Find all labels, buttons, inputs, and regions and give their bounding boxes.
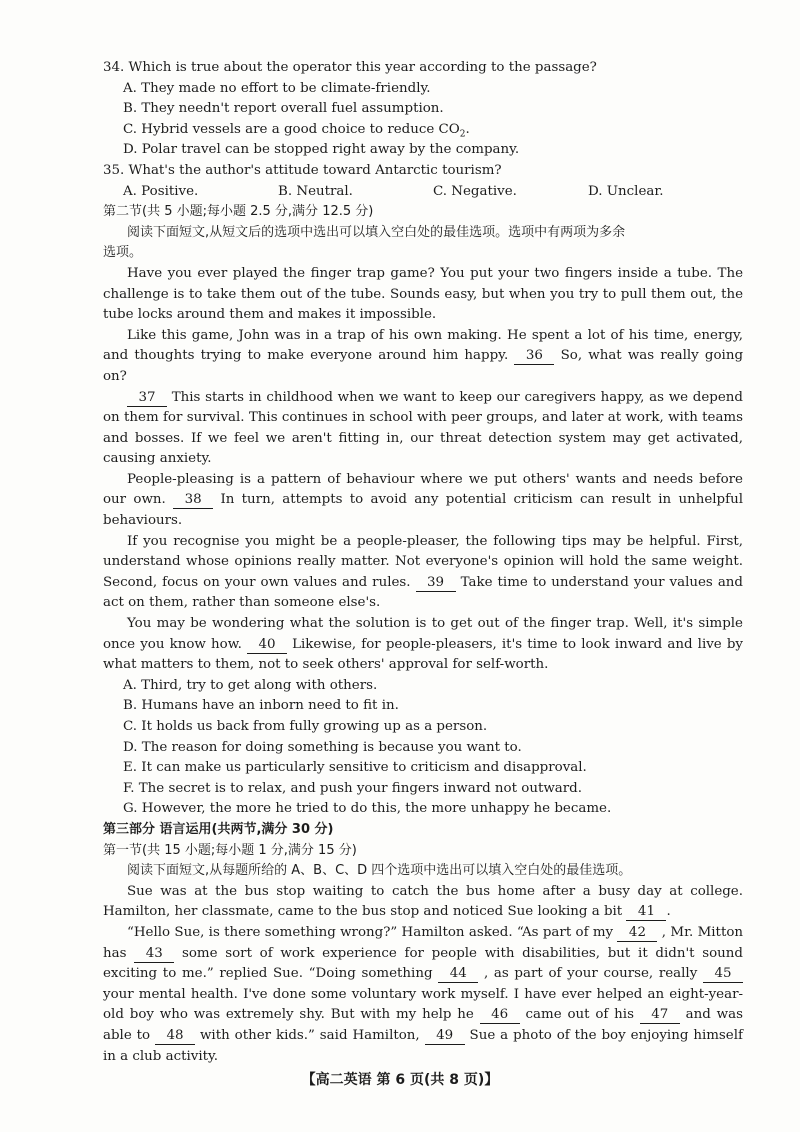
section2-option-b: B. Humans have an inborn need to fit in.	[123, 698, 399, 714]
cloze-s2h: with other kids.” said Hamilton,	[199, 1027, 420, 1043]
blank-39: 39	[416, 575, 456, 592]
page-footer: 【高二英语 第 6 页(共 8 页)】	[301, 1072, 499, 1088]
cloze-s2e: your mental health. I've done some voluntary work myself. I have ever helped an eight-year-old boy who was extremely shy. But with my help he	[103, 986, 743, 1023]
q35-option-d: D. Unclear.	[588, 183, 664, 199]
question-35: 35. What's the author's attitude toward Antarctic tourism?	[103, 162, 502, 178]
blank-44: 44	[438, 966, 478, 983]
blank-38: 38	[173, 492, 213, 509]
page-content	[103, 58, 743, 1067]
section2-option-c: C. It holds us back from fully growing up as a person.	[123, 719, 488, 734]
q34-option-c	[103, 120, 743, 141]
section2-option-a: A. Third, try to get along with others.	[123, 677, 378, 693]
cloze-s1: Sue was at the bus stop waiting to catch the bus home after a busy day at college. Hamilton, her classmate, came to the bus stop and noticed Sue looking a bit	[103, 883, 743, 920]
p4-text-before: People-pleasing is a pattern of behaviour where we put others' wants and needs before our own.	[103, 471, 743, 508]
section2-option-d: D. The reason for doing something is because you want to.	[123, 739, 522, 755]
blank-46: 46	[480, 1007, 520, 1024]
q35-options	[103, 182, 743, 203]
cloze-s2b: , Mr. Mitton has	[103, 924, 744, 961]
blank-45: 45	[703, 966, 743, 983]
question-34: 34. Which is true about the operator this year according to the passage?	[103, 60, 597, 75]
blank-42: 42	[617, 925, 657, 942]
section2-heading: 第二节(共 5 小题;每小题 2.5 分,满分 12.5 分)	[103, 204, 374, 220]
blank-47: 47	[640, 1007, 680, 1024]
part3-heading: 第三部分 语言运用(共两节,满分 30 分)	[103, 821, 334, 837]
q34-option-b: B. They needn't report overall fuel assumption.	[123, 101, 444, 117]
section2-instruction-1: 阅读下面短文,从短文后的选项中选出可以填入空白处的最佳选项。选项中有两项为多余	[127, 224, 626, 240]
q34-option-c-text: C. Hybrid vessels are a good choice to reduce CO	[123, 121, 460, 137]
p2-text-before: Like this game, John was in a trap of his own making. He spent a lot of his time, energy, and thoughts trying to make everyone around him happy.	[103, 327, 743, 364]
cloze-s2i: Sue a photo of the boy enjoying himself in a club activity.	[103, 1027, 743, 1064]
blank-49: 49	[425, 1028, 465, 1045]
blank-37: 37	[127, 390, 167, 407]
passage-paragraph-4	[103, 470, 743, 532]
blank-40: 40	[247, 637, 287, 654]
passage-paragraph-6	[103, 614, 743, 676]
q34-option-a: A. They made no effort to be climate-friendly.	[123, 80, 431, 96]
passage-paragraph-3	[103, 388, 743, 470]
cloze-paragraph-1	[103, 882, 743, 923]
p2-text-after: So, what was really going on?	[103, 348, 744, 384]
section2-option-e: E. It can make us particularly sensitive to criticism and disapproval.	[123, 760, 587, 776]
cloze-s2d: , as part of your course, really	[483, 966, 698, 982]
blank-48: 48	[155, 1028, 195, 1045]
p3-text: This starts in childhood when we want to keep our caregivers happy, as we depend on them for survival. This continues in school with peer groups, and later at work, with teams and bosses. If we feel we aren't fitting in, our threat detection system may get activated, causing anxiety.	[103, 389, 743, 467]
cloze-s2f: came out of his	[525, 1007, 634, 1023]
cloze-s2g: and was able to	[103, 1007, 743, 1043]
cloze-paragraph-2	[103, 923, 743, 1067]
section2-option-f: F. The secret is to relax, and push your fingers inward not outward.	[123, 780, 583, 796]
cloze-s1-end: .	[666, 904, 671, 920]
p6-text-before: You may be wondering what the solution is to get out of the finger trap. Well, it's simple once you know how.	[103, 616, 743, 652]
part3-sub-heading: 第一节(共 15 小题;每小题 1 分,满分 15 分)	[103, 842, 357, 858]
cloze-s2c: some sort of work experience for people with disabilities, but it didn't sound exciting to me.” replied Sue. “Doing something	[103, 945, 744, 982]
q34-option-c-period: .	[465, 121, 470, 137]
q35-option-c: C. Negative.	[433, 183, 517, 199]
q35-option-b: B. Neutral.	[278, 183, 353, 199]
blank-41: 41	[626, 904, 666, 921]
passage-paragraph-5	[103, 532, 743, 614]
blank-36: 36	[514, 348, 554, 365]
passage-paragraph-1: Have you ever played the finger trap game? You put your two fingers inside a tube. The challenge is to take them out of the tube. Sounds easy, but when you try to pull them out, the tube locks around them and makes it impossible.	[103, 265, 743, 323]
q34-option-d: D. Polar travel can be stopped right away by the company.	[123, 142, 520, 158]
part3-instruction: 阅读下面短文,从每题所给的 A、B、C、D 四个选项中选出可以填入空白处的最佳选项。	[127, 863, 632, 879]
p6-text-after: Likewise, for people-pleasers, it's time to look inward and live by what matters to them, not to seek others' approval for self-worth.	[103, 636, 743, 673]
blank-43: 43	[134, 946, 174, 963]
p5-text-after: Take time to understand your values and act on them, rather than someone else's.	[103, 574, 744, 611]
cloze-s2: “Hello Sue, is there something wrong?” Hamilton asked. “As part of my	[127, 924, 614, 940]
passage-paragraph-2	[103, 326, 743, 388]
p4-text-after: In turn, attempts to avoid any potential criticism can result in unhelpful behaviours.	[103, 492, 743, 529]
co2-subscript: 2	[459, 129, 466, 140]
section2-option-g: G. However, the more he tried to do this, the more unhappy he became.	[123, 801, 612, 817]
p5-text-before: If you recognise you might be a people-pleaser, the following tips may be helpful. First, understand whose opinions really matter. Not everyone's opinion will hold the same weight. Second, focus on your own values and rules.	[103, 533, 743, 590]
q35-option-a: A. Positive.	[123, 183, 199, 199]
section2-instruction-2: 选项。	[103, 245, 143, 261]
